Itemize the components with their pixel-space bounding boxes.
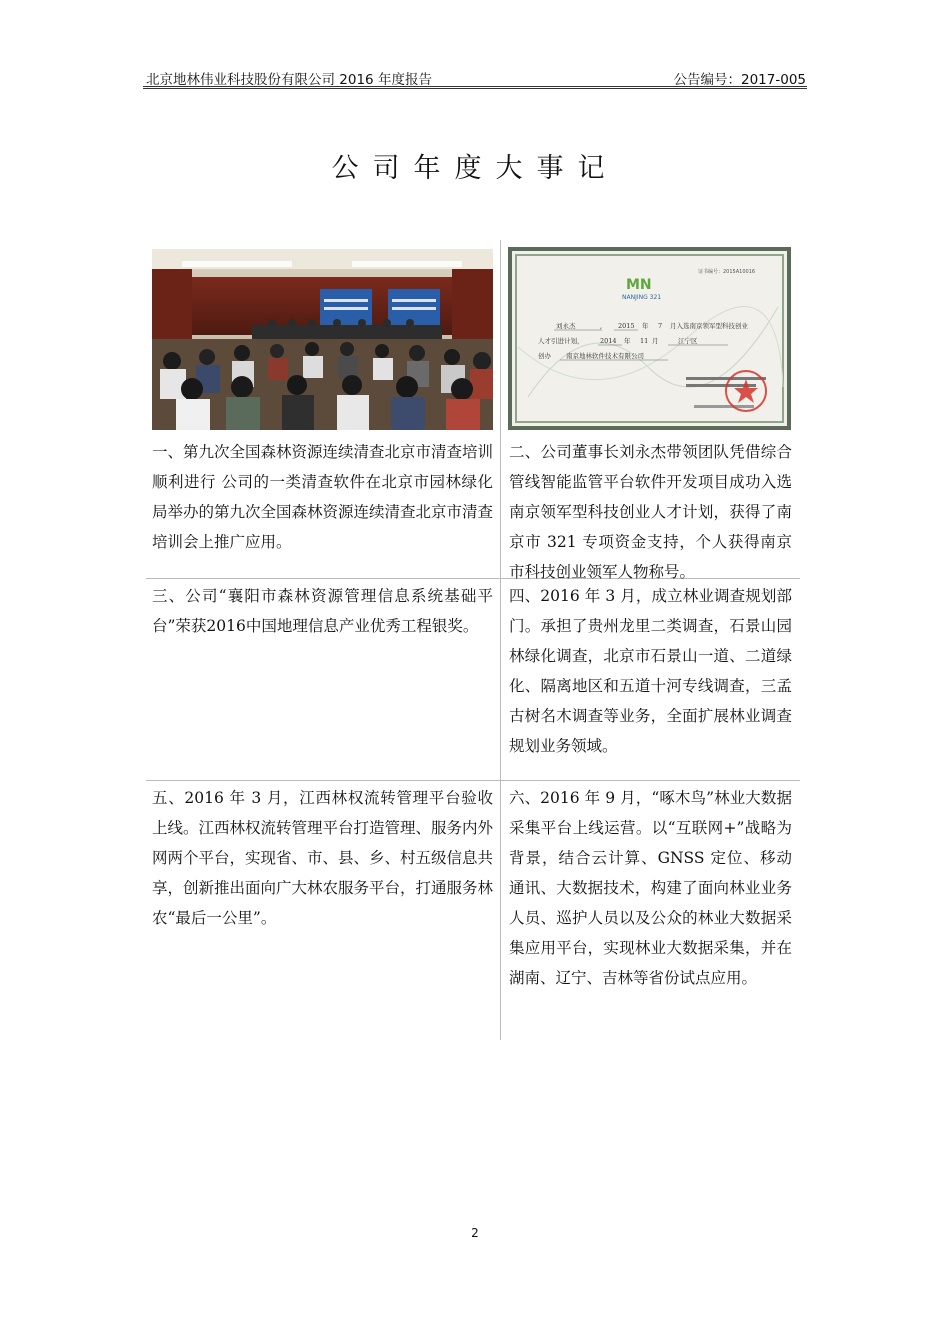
svg-text:,: , [600,322,603,330]
event-item-1: 一、第九次全国森林资源连续清查北京市清查培训顺利进行 公司的一类清查软件在北京市园林绿化局举办的第九次全国森林资源连续清查北京市清查培训会上推广应用。 [152,443,494,551]
event-item-6: 六、2016 年 9 月，“啄木鸟”林业大数据采集平台上线运营。以“互联网+”战略为背景，结合云计算、GNSS 定位、移动通讯、大数据技术，构建了面向林业业务人员、巡护人员以及公众的林业大数据采集应用平台，实现林业大数据采集，并在湖南、辽宁、吉林等省份试点应用。 [509,789,792,987]
certificate-line3-head: 创办 [538,352,551,360]
certificate-company: 南京地林软件技术有限公司 [566,352,644,360]
certificate-district: 江宁区 [678,337,698,345]
certificate-month: 7 [658,322,663,330]
svg-text:月: 月 [652,337,659,345]
report-header-title: 北京地林伟业科技股份有限公司 2016 年度报告 [146,72,432,88]
training-conference-photo [152,249,493,430]
svg-text:年: 年 [624,337,631,345]
event-item-5: 五、2016 年 3 月，江西林权流转管理平台验收上线。江西林权流转管理平台打造管理、服务内外网两个平台，实现省、市、县、乡、村五级信息共享，创新推出面向广大林农服务平台，打通服务林农“最后一公里”。 [152,789,494,927]
event-item-3: 三、公司“襄阳市森林资源管理信息系统基础平台”荣获2016中国地理信息产业优秀工程银奖。 [152,587,493,635]
certificate-logo-sub: NANJING 321 [622,294,662,301]
certificate-line2-head: 人才引进计划， [538,337,584,345]
announcement-number: 公告编号：2017-005 [673,72,806,88]
certificate-recipient-name: 刘永杰 [556,322,576,330]
certificate-logo: MN [626,277,652,293]
event-item-4: 四、2016 年 3 月，成立林业调查规划部门。承担了贵州龙里二类调查，石景山园林绿化调查，北京市石景山一道、二道绿化、隔离地区和五道十河专线调查，三孟古树名木调查等业务，全面扩展林业调查规划业务领域。 [509,587,792,755]
page-title: 公司年度大事记 [331,153,619,184]
page-number: 2 [471,1226,479,1240]
certificate-month2: 11 [640,337,649,345]
talent-certificate-photo [508,247,791,430]
certificate-number: 证书编号：2015A10016 [698,269,756,275]
certificate-year2: 2014 [600,337,617,345]
certificate-line1-tail: 月入选南京领军型科技创业 [670,322,748,330]
certificate-year: 2015 [618,322,635,330]
svg-text:年: 年 [642,322,649,330]
event-item-2: 二、公司董事长刘永杰带领团队凭借综合管线智能监管平台软件开发项目成功入选南京领军型科技创业人才计划，获得了南京市 321 专项资金支持，个人获得南京市科技创业领军人物称号。 [509,443,792,581]
row-divider-2 [146,780,800,781]
header-divider [143,86,807,89]
column-divider [500,240,501,1040]
